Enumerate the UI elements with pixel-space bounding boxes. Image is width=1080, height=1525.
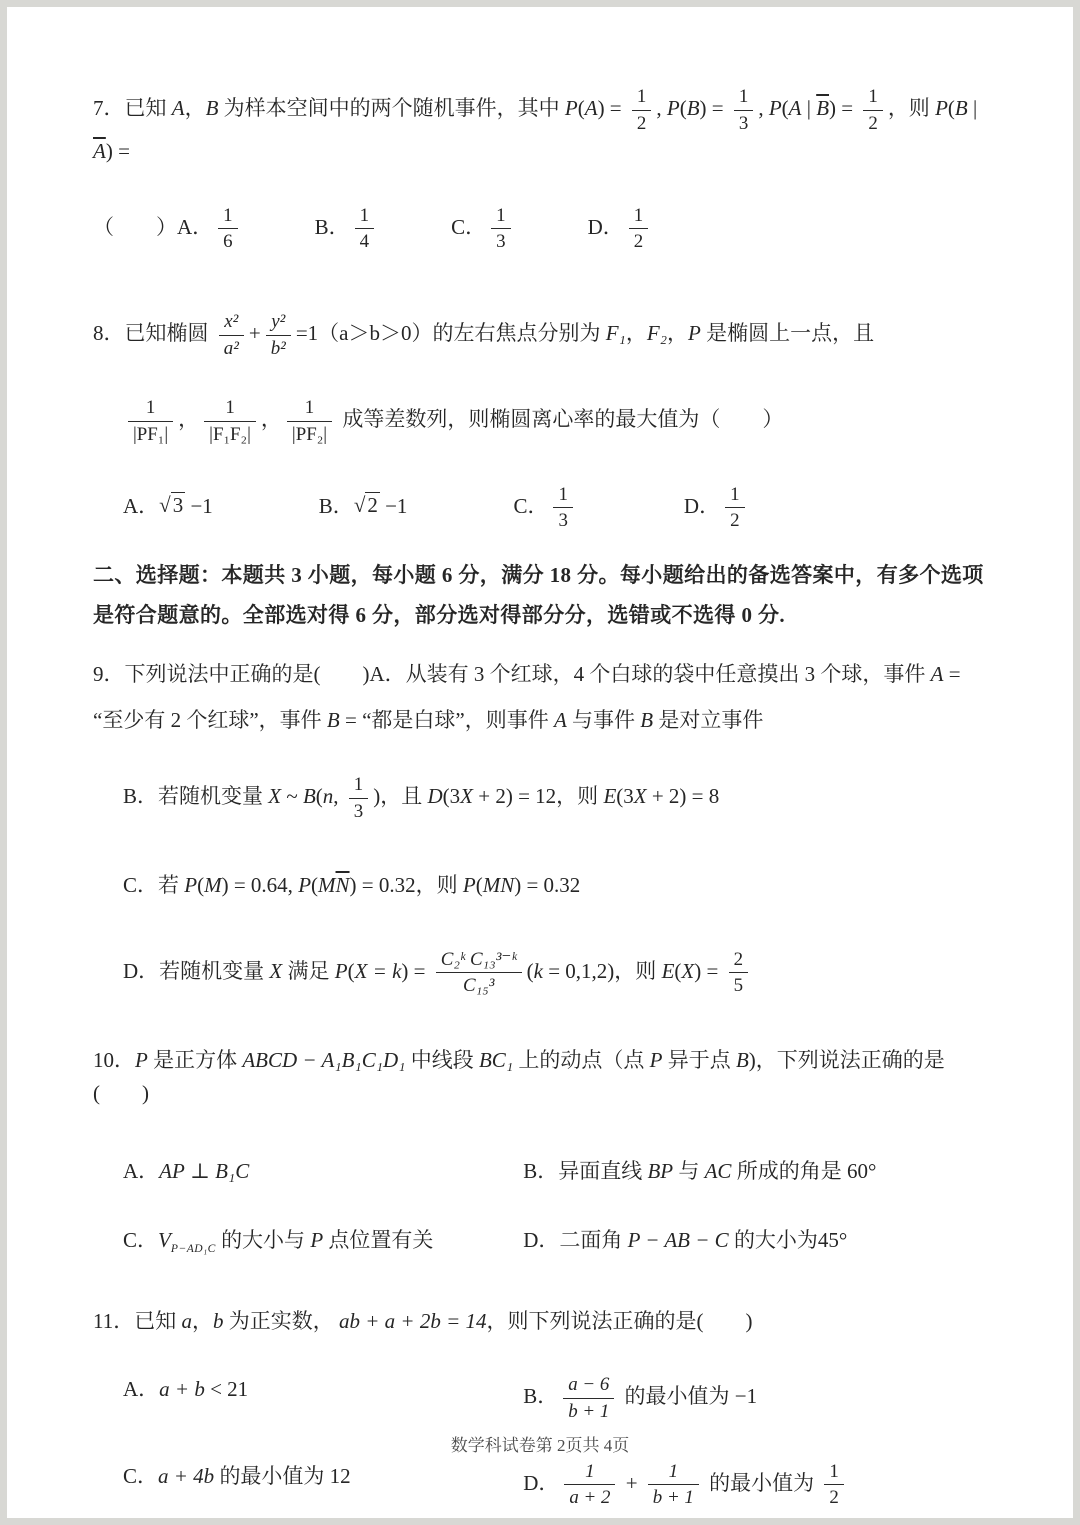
math-fraction <box>287 396 332 446</box>
math-text: C．若 <box>123 873 185 898</box>
math-text: | <box>967 95 978 120</box>
q7-options <box>93 204 993 254</box>
math-variable: B <box>640 708 654 733</box>
fraction-denominator: |PF₂| <box>291 423 328 445</box>
math-text: C． <box>513 493 549 518</box>
math-text: ) = <box>829 95 859 120</box>
math-text: ( <box>526 958 534 983</box>
math-text: ， <box>260 407 282 432</box>
math-variable: D <box>427 783 443 808</box>
fraction-numerator: 1 <box>218 204 237 230</box>
math-text: 的大小为45° <box>728 1227 848 1252</box>
math-text: 是正方体 <box>147 1048 243 1073</box>
math-text: D． <box>587 214 624 239</box>
math-text: ( <box>781 95 789 120</box>
math-variable: a <box>181 1308 192 1333</box>
math-text: (3 <box>442 783 461 808</box>
math-variable: X <box>681 958 695 983</box>
fraction-denominator: b + 1 <box>652 1487 694 1509</box>
math-text: B． <box>523 1384 559 1409</box>
math-variable: P <box>334 958 348 983</box>
math-text: （ ）A． <box>93 214 214 239</box>
math-text: B．异面直线 <box>523 1159 648 1184</box>
math-text: , <box>333 783 344 808</box>
math-variable: P <box>298 873 312 898</box>
option-column <box>123 1460 523 1510</box>
math-variable: A <box>788 95 802 120</box>
math-variable: BC₁ <box>478 1048 514 1073</box>
math-text: ~ <box>281 783 303 808</box>
fraction-denominator: a² <box>223 337 239 359</box>
fraction-denominator: b² <box>270 337 286 359</box>
fraction-denominator: |PF₁| <box>133 423 169 445</box>
math-fraction <box>355 204 374 254</box>
math-overline: $\overline{B}$ <box>816 95 830 120</box>
page-footer: 数学科试卷第 2页共 4页 <box>450 1436 630 1455</box>
math-fraction <box>219 310 244 360</box>
math-sqrt <box>159 492 185 517</box>
math-fraction <box>218 204 237 254</box>
math-variable: X <box>633 783 647 808</box>
math-text: ， <box>625 320 647 345</box>
fraction-denominator: 3 <box>353 800 364 822</box>
math-text: ， <box>191 1308 213 1333</box>
math-sqrt <box>354 492 380 517</box>
option-column <box>523 1155 993 1188</box>
math-variable: k <box>533 958 543 983</box>
math-fraction <box>553 483 572 533</box>
fraction-denominator: 2 <box>829 1487 839 1509</box>
math-text: 成等差数列，则椭圆离心率的最大值为（ ） <box>337 407 784 432</box>
math-variable: P <box>666 95 680 120</box>
math-text: ) = <box>699 95 729 120</box>
math-text: ⊥ <box>184 1159 216 1184</box>
math-variable: B <box>735 1048 749 1073</box>
fraction-denominator: C₁₅³ <box>462 975 495 997</box>
math-variable: a + 4b <box>158 1463 215 1488</box>
math-text: D． <box>523 1470 560 1495</box>
math-text: 10． <box>93 1048 135 1073</box>
math-text: 是符合题意的。全部选对得 6 分，部分选对得部分分，选错或不选得 0 分. <box>93 603 786 628</box>
math-text: 是对立事件 <box>653 708 764 733</box>
math-variable: A <box>930 661 944 686</box>
fraction-denominator: 3 <box>738 112 749 134</box>
q9-option-c <box>93 869 993 902</box>
math-text: 异于点 <box>662 1048 736 1073</box>
math-text: ) = <box>105 139 130 164</box>
fraction-numerator: 1 <box>725 483 744 509</box>
math-text: 是椭圆上一点，且 <box>700 320 875 345</box>
math-variable: P <box>462 873 476 898</box>
math-variable: A <box>171 95 185 120</box>
math-text: ( <box>577 95 585 120</box>
fraction-denominator: 3 <box>496 231 506 253</box>
fraction-numerator: 1 <box>128 396 173 422</box>
math-fraction <box>863 85 882 135</box>
fraction-numerator: 2 <box>729 948 748 974</box>
math-fraction <box>128 396 173 446</box>
math-variable: P <box>564 95 578 120</box>
q9-stem-line2 <box>93 704 993 737</box>
fraction-numerator: y² <box>266 310 291 336</box>
math-variable: E <box>661 958 675 983</box>
math-text: −1 <box>185 493 213 518</box>
math-overline: $\overline{A}$ <box>93 139 106 164</box>
option-column <box>523 1373 993 1423</box>
math-variable: P <box>935 95 948 120</box>
math-text: ( <box>347 958 355 983</box>
math-fraction <box>564 1460 615 1510</box>
math-fraction <box>204 396 256 446</box>
math-variable: MN <box>482 873 515 898</box>
math-text: D． <box>683 493 721 518</box>
math-text: C． <box>123 1227 159 1252</box>
math-variable: b <box>212 1308 224 1333</box>
math-text: ， <box>184 95 206 120</box>
math-text: ( <box>947 95 955 120</box>
math-text: ( <box>679 95 687 120</box>
option-column <box>123 1224 523 1259</box>
math-text: B．若随机变量 <box>123 783 269 808</box>
fraction-numerator: C₂ᵏ C₁₃³⁻ᵏ <box>436 948 522 974</box>
math-text: 为正实数， <box>223 1308 339 1333</box>
fraction-numerator: 1 <box>204 396 256 422</box>
q10-options-row2 <box>93 1224 993 1259</box>
math-text: 的大小与 <box>215 1227 311 1252</box>
math-text: ， <box>667 320 689 345</box>
fraction-numerator: 1 <box>734 85 753 111</box>
math-text: 点位置有关 <box>323 1227 434 1252</box>
q11-stem <box>93 1305 993 1338</box>
q9-option-d <box>93 948 993 998</box>
math-text: C． <box>451 214 487 239</box>
q8-stem <box>93 310 993 360</box>
math-text: 中线段 <box>405 1048 479 1073</box>
sqrt-radicand: 3 <box>172 493 184 518</box>
math-variable: B₁C <box>215 1159 250 1184</box>
math-variable: X = k <box>354 958 402 983</box>
fraction-denominator: 2 <box>868 112 878 134</box>
math-text: ) = <box>597 95 627 120</box>
fraction-numerator: a − 6 <box>563 1373 614 1399</box>
math-text: )，且 <box>373 783 428 808</box>
math-variable: V <box>158 1227 171 1252</box>
fraction-denominator: 6 <box>223 231 233 253</box>
math-fraction <box>725 483 744 533</box>
math-text: 与事件 <box>566 708 641 733</box>
math-text: B． <box>314 214 350 239</box>
math-text: = <box>943 661 961 686</box>
math-fraction <box>491 204 510 254</box>
math-variable: P <box>688 320 701 345</box>
math-fraction <box>629 204 648 254</box>
math-fraction <box>648 1460 699 1510</box>
fraction-denominator: 2 <box>636 112 647 134</box>
math-fraction <box>436 948 522 998</box>
math-text: = 0,1,2)，则 <box>542 958 662 983</box>
fraction-denominator: |F₁F₂| <box>209 423 251 445</box>
math-text: 的最小值为 −1 <box>619 1384 758 1409</box>
math-text: ) = 0.32 <box>514 873 581 898</box>
math-variable: P <box>310 1227 324 1252</box>
fraction-numerator: 1 <box>632 85 651 111</box>
math-variable: P <box>768 95 782 120</box>
math-variable: M <box>318 873 336 898</box>
fraction-numerator: 1 <box>863 85 882 111</box>
fraction-numerator: 1 <box>287 396 332 422</box>
math-variable: A <box>553 708 567 733</box>
math-text: + <box>620 1470 643 1495</box>
math-text: 二、选择题：本题共 3 小题，每小题 6 分，满分 18 分。每小题给出的备选答案中，有多个选项 <box>93 562 984 587</box>
math-text: 上的动点（点 <box>513 1048 650 1073</box>
math-variable: M <box>204 873 222 898</box>
math-variable: AC <box>704 1159 732 1184</box>
math-variable: F₂ <box>646 320 668 345</box>
math-text: 所成的角是 60° <box>731 1159 877 1184</box>
section-2-header-line2 <box>93 599 993 632</box>
math-text: A． <box>123 493 160 518</box>
math-fraction <box>563 1373 614 1423</box>
math-fraction <box>632 85 651 135</box>
fraction-numerator: 1 <box>629 204 648 230</box>
math-fraction <box>734 85 753 135</box>
math-variable: X <box>268 783 282 808</box>
math-variable: A <box>584 95 598 120</box>
math-variable: X <box>269 958 283 983</box>
q7-stem <box>93 85 993 168</box>
math-text: , <box>656 95 667 120</box>
math-text: =1（a＞b＞0）的左右焦点分别为 <box>295 320 606 345</box>
math-text: , <box>758 95 769 120</box>
math-fraction <box>266 310 291 360</box>
q11-options-row2 <box>93 1460 993 1510</box>
math-fraction <box>824 1460 843 1510</box>
option-column <box>523 1224 993 1259</box>
q10-options-row1 <box>93 1155 993 1188</box>
math-variable: F₁ <box>605 320 626 345</box>
math-overline: $\overline{N}$ <box>335 873 350 898</box>
math-text: D．若随机变量 <box>123 958 270 983</box>
math-text: ( <box>475 873 483 898</box>
math-variable: B <box>205 95 219 120</box>
fraction-numerator: x² <box>219 310 244 336</box>
option-column <box>123 1155 523 1188</box>
fraction-numerator: 1 <box>491 204 510 230</box>
math-text: ) = 0.32，则 <box>349 873 463 898</box>
math-text: ( <box>311 873 319 898</box>
math-variable: ab + a + 2b = 14 <box>338 1308 487 1333</box>
math-text: ，则下列说法正确的是( ) <box>486 1308 753 1333</box>
math-text: + <box>248 320 261 345</box>
math-variable: BP <box>647 1159 674 1184</box>
math-text: 为样本空间中的两个随机事件，其中 <box>218 95 565 120</box>
math-subscript: P−AD₁C <box>170 1242 216 1255</box>
document-body <box>93 85 993 1510</box>
math-text: −1 <box>379 493 408 518</box>
exam-page <box>7 7 1073 1518</box>
math-variable: n <box>322 783 334 808</box>
math-text: 7．已知 <box>93 95 172 120</box>
option-column <box>123 1373 523 1423</box>
fraction-denominator: 5 <box>733 975 744 997</box>
math-text: (3 <box>616 783 634 808</box>
math-text: = “都是白球”，则事件 <box>339 708 554 733</box>
fraction-denominator: 2 <box>633 231 644 253</box>
math-variable: AP <box>159 1159 185 1184</box>
math-fraction <box>349 773 368 823</box>
math-text: 的最小值为 <box>703 1470 820 1495</box>
math-variable: ABCD − A₁B₁C₁D₁ <box>242 1048 406 1073</box>
math-text: 的最小值为 12 <box>214 1463 351 1488</box>
fraction-numerator: 1 <box>355 204 374 230</box>
math-text: )，下列说法正确的是( ) <box>93 1048 945 1105</box>
math-text: < 21 <box>204 1377 249 1402</box>
math-variable: B <box>954 95 968 120</box>
math-variable: P − AB − C <box>627 1227 729 1252</box>
math-variable: P <box>184 873 198 898</box>
math-text: | <box>801 95 817 120</box>
fraction-numerator: 1 <box>349 773 368 799</box>
q9-option-b <box>93 773 993 823</box>
fraction-denominator: 4 <box>359 231 370 253</box>
math-variable: P <box>649 1048 663 1073</box>
math-text: ) = 0.64, <box>221 873 299 898</box>
math-text: D．二面角 <box>523 1227 628 1252</box>
math-variable: B <box>686 95 700 120</box>
fraction-denominator: a + 2 <box>569 1487 611 1509</box>
fraction-numerator: 1 <box>824 1460 843 1486</box>
math-text: A． <box>123 1377 160 1402</box>
fraction-denominator: 2 <box>730 510 740 532</box>
math-variable: a + b <box>159 1377 205 1402</box>
math-text: 满足 <box>282 958 335 983</box>
fraction-denominator: 3 <box>558 510 568 532</box>
math-text: B． <box>318 493 354 518</box>
fraction-numerator: 1 <box>564 1460 615 1486</box>
math-text: ) = <box>694 958 724 983</box>
q8-condition <box>93 396 993 446</box>
math-text: “至少有 2 个红球”，事件 <box>93 708 327 733</box>
option-column <box>523 1460 993 1510</box>
q11-options-row1 <box>93 1373 993 1423</box>
math-text: ) = <box>401 958 431 983</box>
q8-options <box>93 483 993 533</box>
fraction-numerator: 1 <box>648 1460 699 1486</box>
math-variable: X <box>460 783 473 808</box>
math-text: 与 <box>673 1159 705 1184</box>
fraction-numerator: 1 <box>553 483 572 509</box>
math-text: ( <box>197 873 205 898</box>
sqrt-radicand: 2 <box>367 493 378 518</box>
math-text: ( <box>674 958 682 983</box>
math-text: ，则 <box>887 95 936 120</box>
math-variable: E <box>603 783 617 808</box>
math-text: ， <box>178 407 200 432</box>
math-fraction <box>729 948 748 998</box>
math-text: 9．下列说法中正确的是( )A．从装有 3 个红球，4 个白球的袋中任意摸出 3 个球，事件 <box>93 661 931 686</box>
math-text: 11．已知 <box>93 1308 182 1333</box>
math-text: + 2) = 12，则 <box>473 783 604 808</box>
math-variable: B <box>302 783 316 808</box>
math-variable: B <box>326 708 340 733</box>
math-text: C． <box>123 1463 159 1488</box>
q9-stem-line1 <box>93 658 993 691</box>
math-text: 8．已知椭圆 <box>93 320 214 345</box>
math-variable: P <box>135 1048 148 1073</box>
q10-stem <box>93 1044 993 1109</box>
math-text: A． <box>123 1159 160 1184</box>
math-text: ( <box>315 783 323 808</box>
math-text: + 2) = 8 <box>646 783 720 808</box>
fraction-denominator: b + 1 <box>568 1400 610 1422</box>
section-2-header-line1 <box>93 559 993 592</box>
